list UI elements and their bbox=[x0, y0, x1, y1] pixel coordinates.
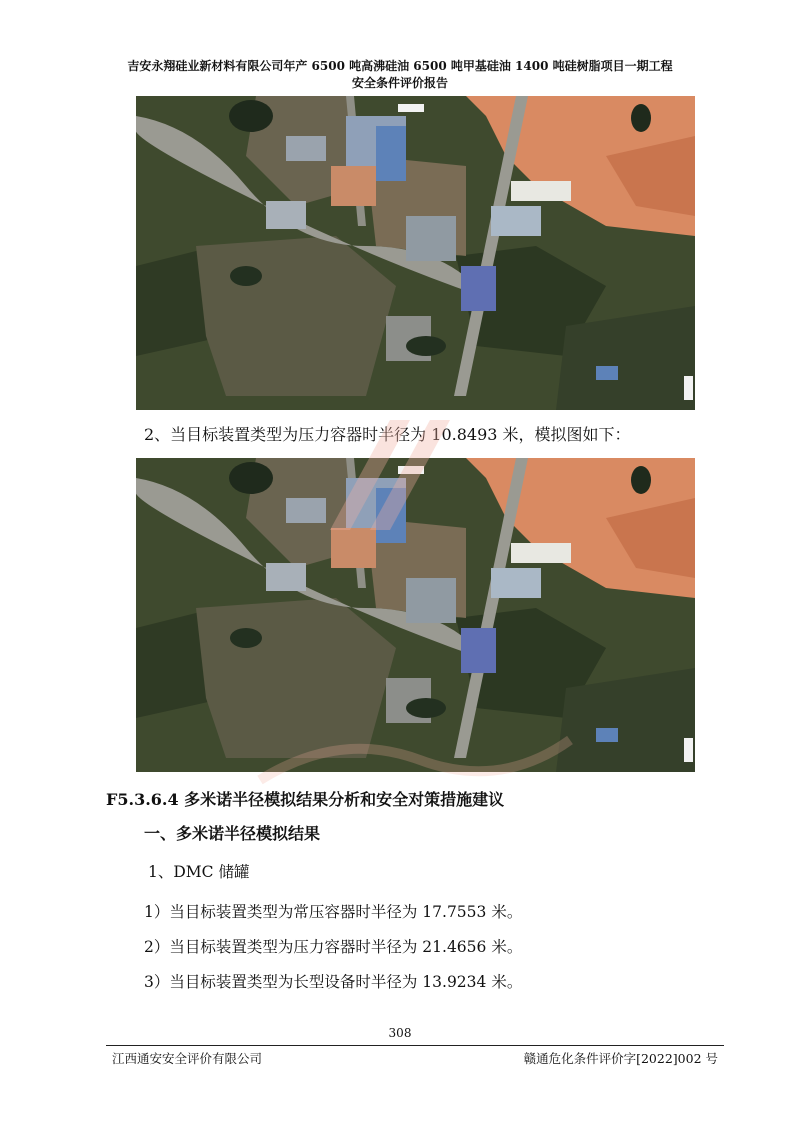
result-line-3: 3）当目标装置类型为长型设备时半径为 13.9234 米。 bbox=[144, 973, 523, 991]
footer-document-number: 赣通危化条件评价字[2022]002 号 bbox=[523, 1051, 718, 1066]
footer-divider bbox=[106, 1045, 724, 1046]
report-header-title: 吉安永翔硅业新材料有限公司年产 6500 吨高沸硅油 6500 吨甲基硅油 1400 吨硅树脂项目一期工程 bbox=[127, 59, 673, 73]
map-caption: 2、当目标装置类型为压力容器时半径为 10.8493 米，模拟图如下： bbox=[144, 425, 631, 444]
report-header-subtitle: 安全条件评价报告 bbox=[351, 76, 448, 90]
satellite-map-1 bbox=[136, 96, 695, 410]
section-title: F5.3.6.4 多米诺半径模拟结果分析和安全对策措施建议 bbox=[106, 790, 505, 809]
satellite-map-2-image bbox=[136, 458, 695, 772]
result-line-1: 1）当目标装置类型为常压容器时半径为 17.7553 米。 bbox=[144, 903, 523, 921]
subsection-title: 一、多米诺半径模拟结果 bbox=[144, 824, 321, 843]
satellite-map-2 bbox=[136, 458, 695, 772]
item-dmc-tank: 1、DMC 储罐 bbox=[148, 863, 250, 881]
footer-company: 江西通安安全评价有限公司 bbox=[112, 1051, 263, 1066]
satellite-map-1-image bbox=[136, 96, 695, 410]
result-line-2: 2）当目标装置类型为压力容器时半径为 21.4656 米。 bbox=[144, 938, 523, 956]
page-number: 308 bbox=[388, 1026, 412, 1040]
